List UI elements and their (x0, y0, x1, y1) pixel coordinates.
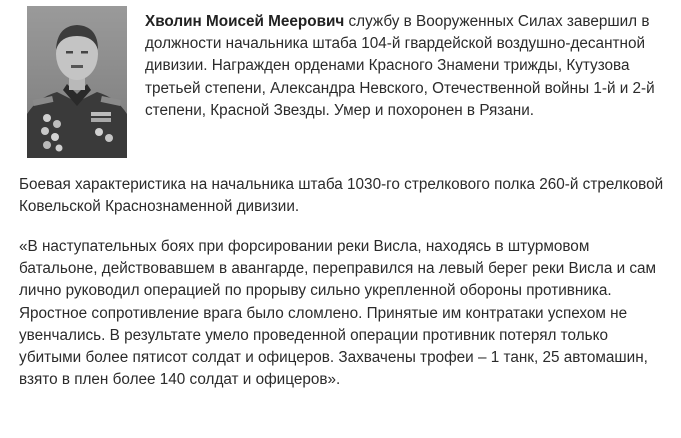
combat-characteristic-intro: Боевая характеристика на начальника штаба 1030-го стрелкового полка 260-й стрелковой Ковельской Краснознаменной дивизии. (19, 176, 664, 216)
bio-section (27, 6, 667, 166)
person-name: Хволин Моисей Меерович (145, 13, 345, 30)
combat-characteristic-quote: «В наступательных боях при форсировании реки Висла, находясь в штурмовом батальоне, действовавшем в авангарде, переправился на левый берег реки Висла и сам лично руководил операцией по прорыву сильно укрепленной обороны противника. Яростное сопротивление врага было сломлено. Принятые им контратаки успехом не увенчались. В результате умело проведенной операции противник потерял только убитыми более пятисот солдат и офицеров. Захвачены трофеи – 1 танк, 25 автомашин, взято в плен более 140 солдат и офицеров». (19, 238, 657, 389)
portrait-photo (27, 6, 127, 158)
bio-description: службу в Вооруженных Силах завершил в должности начальника штаба 104-й гвардейской воздушно-десантной дивизии. Награжден орденами Красного Знамени трижды, Кутузова третьей степени, Александра Невского, Отечественной войны 1-й и 2-й степени, Красной Звезды. Умер и похоронен в Рязани. (145, 13, 655, 119)
bio-text (145, 11, 665, 122)
